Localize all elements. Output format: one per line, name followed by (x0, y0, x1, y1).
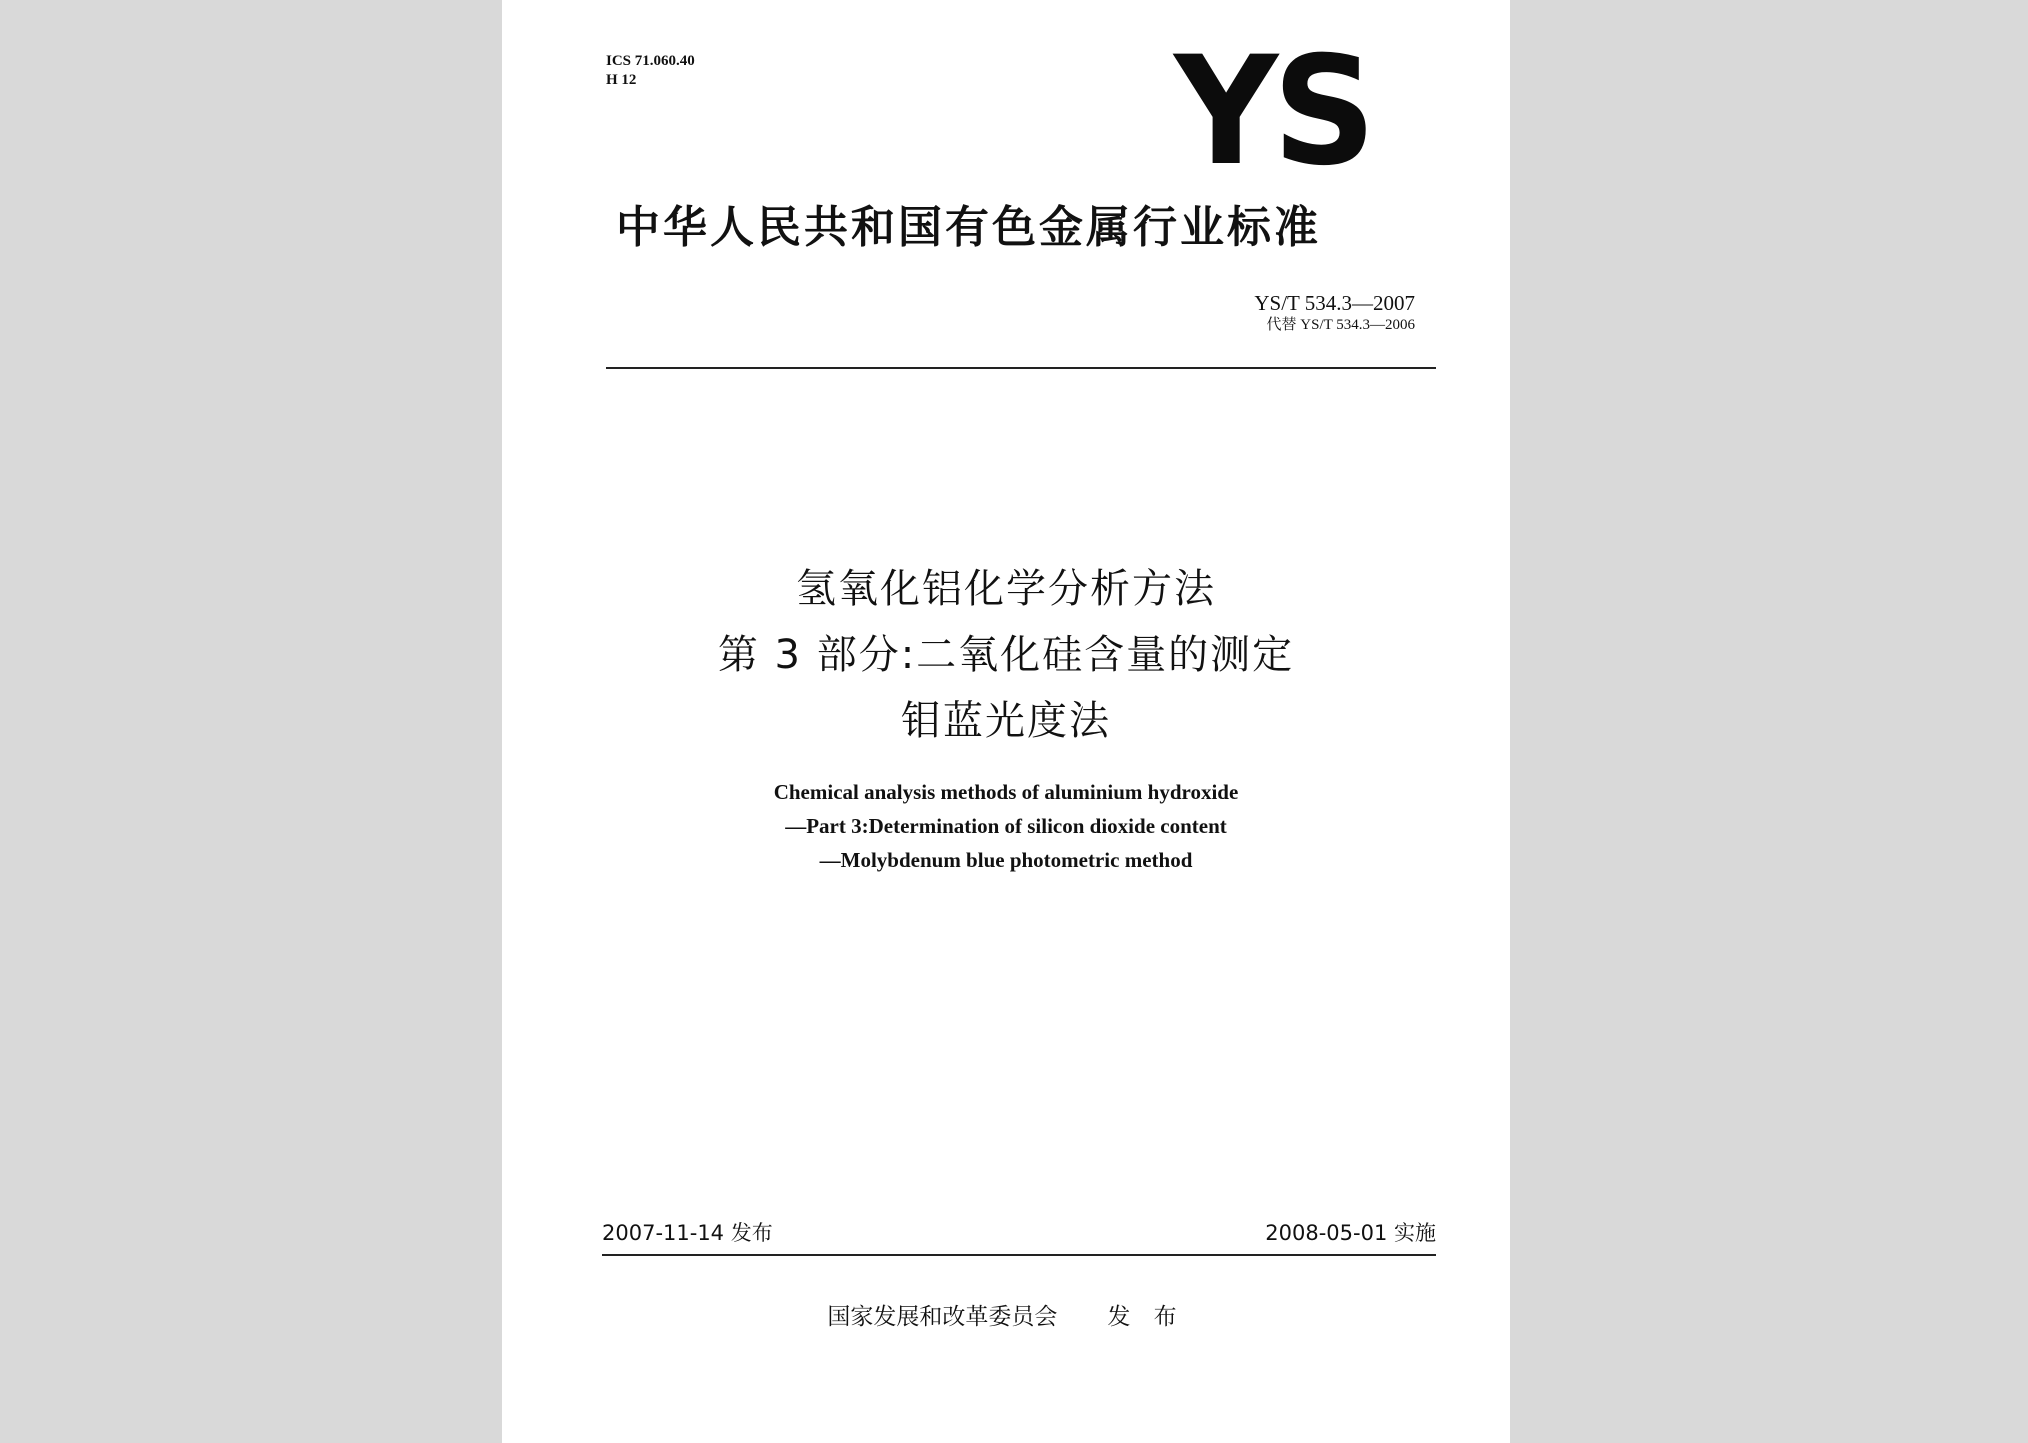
header-divider (606, 367, 1436, 369)
english-title-line-1: Chemical analysis methods of aluminium hydroxide (773, 780, 1239, 804)
standard-number-block (1254, 290, 1415, 334)
chinese-title-line-3: 钼蓝光度法 (901, 698, 1111, 744)
chinese-title-line-1: 氢氧化铝化学分析方法 (796, 566, 1216, 612)
english-title-line-2: —Part 3:Determination of silicon dioxide content (785, 814, 1227, 838)
english-title (502, 775, 1510, 877)
chinese-title-line-2: 第 3 部分:二氧化硅含量的测定 (717, 632, 1295, 678)
classification-codes (606, 52, 695, 90)
english-title-line-3: —Molybdenum blue photometric method (819, 848, 1193, 872)
ys-logo: YS (1174, 25, 1371, 199)
chinese-title (502, 556, 1510, 754)
implementation-date: 2008-05-01 实施 (1265, 1221, 1436, 1245)
issuing-category-title: 中华人民共和国有色金属行业标准 (616, 202, 1321, 253)
publisher-org: 国家发展和改革委员会 (827, 1304, 1058, 1330)
ccs-code: H 12 (606, 72, 637, 88)
issue-date: 2007-11-14 发布 (602, 1221, 773, 1245)
document-page (502, 0, 1510, 1443)
footer-divider (602, 1254, 1436, 1256)
publisher-line (502, 1299, 1510, 1335)
publish-action: 发 布 (1107, 1304, 1185, 1330)
ics-code: ICS 71.060.40 (606, 53, 695, 69)
standard-number: YS/T 534.3—2007 (1254, 291, 1415, 315)
replaces-standard: 代替 YS/T 534.3—2006 (1266, 317, 1415, 333)
dates-row (602, 1216, 1436, 1250)
